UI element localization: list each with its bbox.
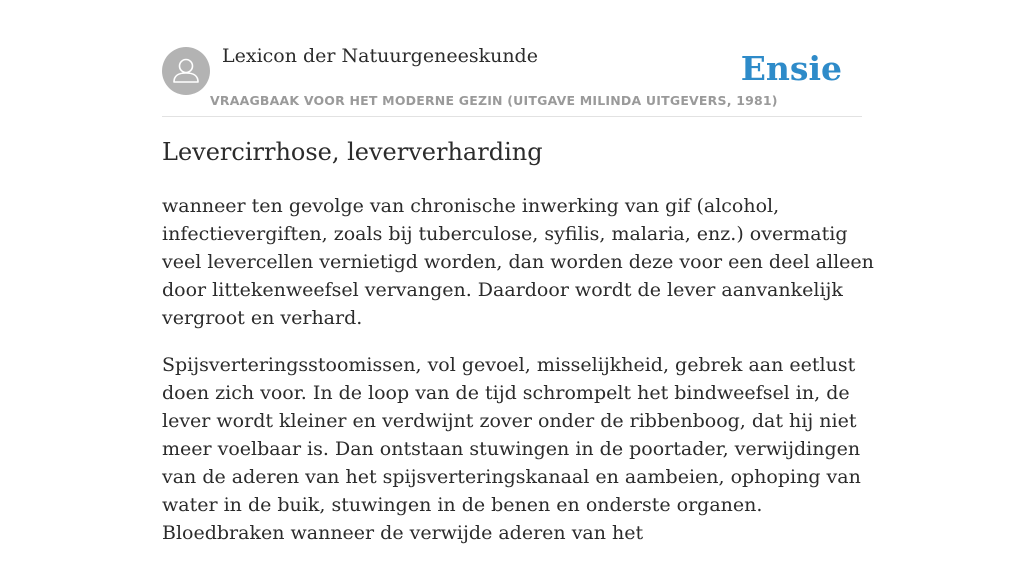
article-paragraph: Spijsverteringsstoomissen, vol gevoel, misselijkheid, gebrek aan eetlust doen zich voor. In de loop van de tijd schrompelt het bindweefsel in, de lever wordt kleiner en verdwijnt zover onder de ribbenboog, dat hij niet meer voelbaar is. Dan ontstaan stuwingen in de poortader, verwijdingen van de aderen van het spijsverteringskanaal en aambeien, ophoping van water in de buik, stuwingen in de benen en onderste organen. Bloedbraken wanneer de verwijde aderen van het <box>162 354 861 544</box>
avatar[interactable] <box>162 47 210 95</box>
page-header <box>162 0 862 117</box>
author-name-link[interactable]: Lexicon der Natuurgeneeskunde <box>222 45 538 67</box>
user-icon <box>162 47 210 95</box>
article-body <box>162 192 874 566</box>
article-paragraph: wanneer ten gevolge van chronische inwerking van gif (alcohol, infectievergiften, zoals bij tuberculose, syfilis, malaria, enz.) overmatig veel levercellen vernietigd worden, dan worden deze voor een deel alleen door littekenweefsel vervangen. Daardoor wordt de lever aanvankelijk vergroot en verhard. <box>162 195 874 329</box>
article-title: Levercirrhose, leververharding <box>162 138 543 166</box>
page <box>162 0 874 544</box>
author-subtitle: VRAAGBAAK VOOR HET MODERNE GEZIN (UITGAVE MILINDA UITGEVERS, 1981) <box>210 93 778 108</box>
brand-logo[interactable]: Ensie <box>740 49 842 88</box>
